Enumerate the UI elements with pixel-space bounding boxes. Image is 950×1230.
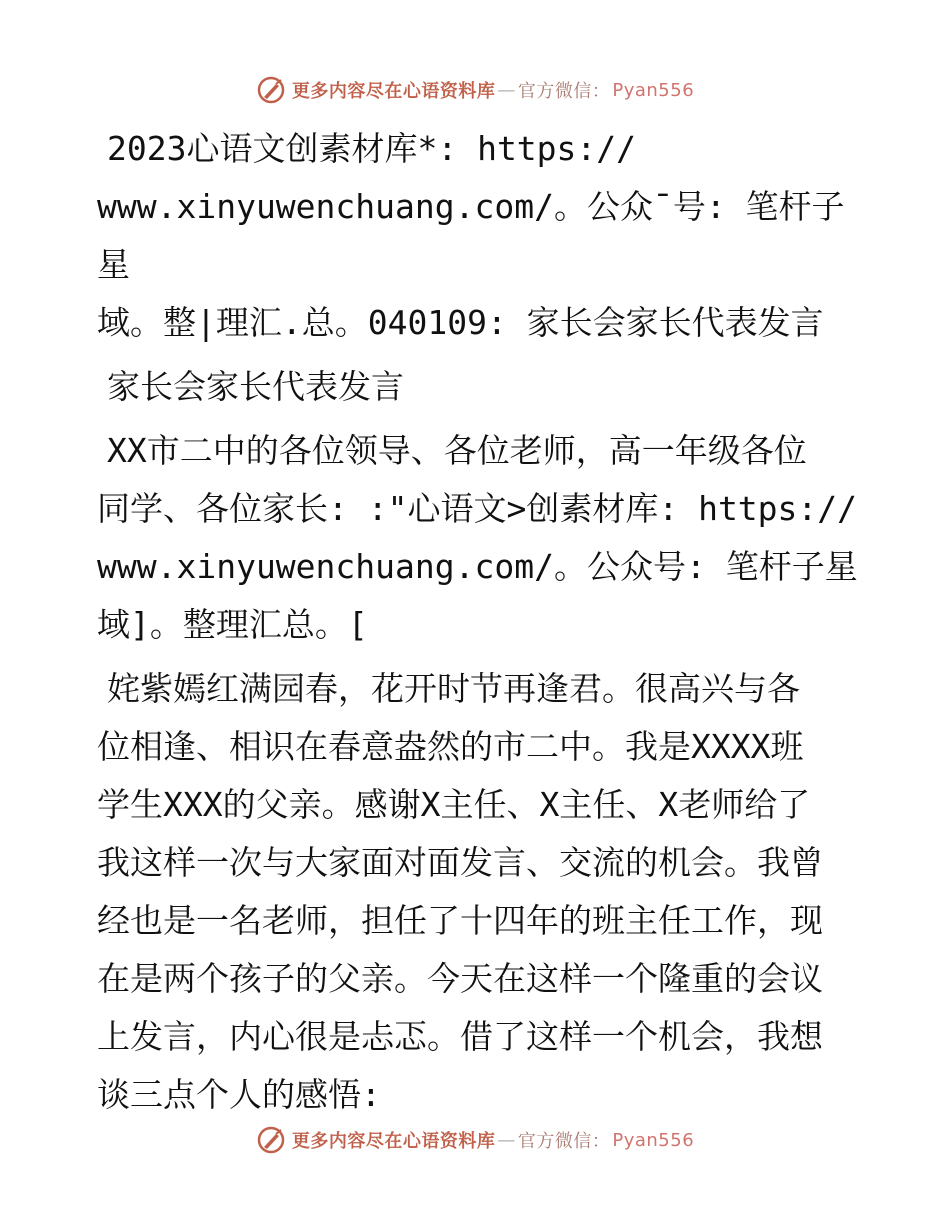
banner-separator: — — [497, 79, 516, 101]
paragraph-source-note: 2023心语文创素材库*: https:// www.xinyuwenchuang.com/。公众¯号: 笔杆子星 域。整|理汇.总。040109: 家长会家长代表发言 — [97, 129, 845, 342]
document-title: 家长会家长代表发言 — [107, 367, 404, 406]
paragraph-opening: 姹紫嫣红满园春，花开时节再逢君。很高兴与各 位相逢、相识在春意盎然的市二中。我是XXXX班 学生XXX的父亲。感谢X主任、X主任、X老师给了 我这样一次与大家面对面发言、交流的机会。我曾 经也是一名老师，担任了十四年的班主任工作，现 在是两个孩子的父亲。今天在这样一个隆重的会议 上发言，内心很是忐忑。借了这样一个机会，我想 谈三点个人的感悟: — [97, 669, 823, 1114]
banner-official-label: 官方微信： — [517, 81, 611, 102]
header-watermark-banner — [0, 70, 950, 110]
banner-title: 更多内容尽在心语资料库 — [291, 81, 496, 102]
banner-separator: — — [497, 1129, 516, 1151]
banner-title: 更多内容尽在心语资料库 — [291, 1131, 496, 1152]
banner-wechat-id: Pyan556 — [612, 79, 695, 101]
banner-official-label: 官方微信： — [517, 1131, 611, 1152]
paragraph-salutation: XX市二中的各位领导、各位老师，高一年级各位 同学、各位家长: :"心语文>创素材库: https:// www.xinyuwenchuang.com/。公众号: 笔杆子星 域]。整理汇总。[ — [97, 431, 858, 644]
document-body — [97, 120, 877, 1130]
footer-watermark-banner — [0, 1120, 950, 1160]
quill-pen-icon — [256, 75, 286, 105]
banner-wechat-id: Pyan556 — [612, 1129, 695, 1151]
quill-pen-icon — [256, 1125, 286, 1155]
